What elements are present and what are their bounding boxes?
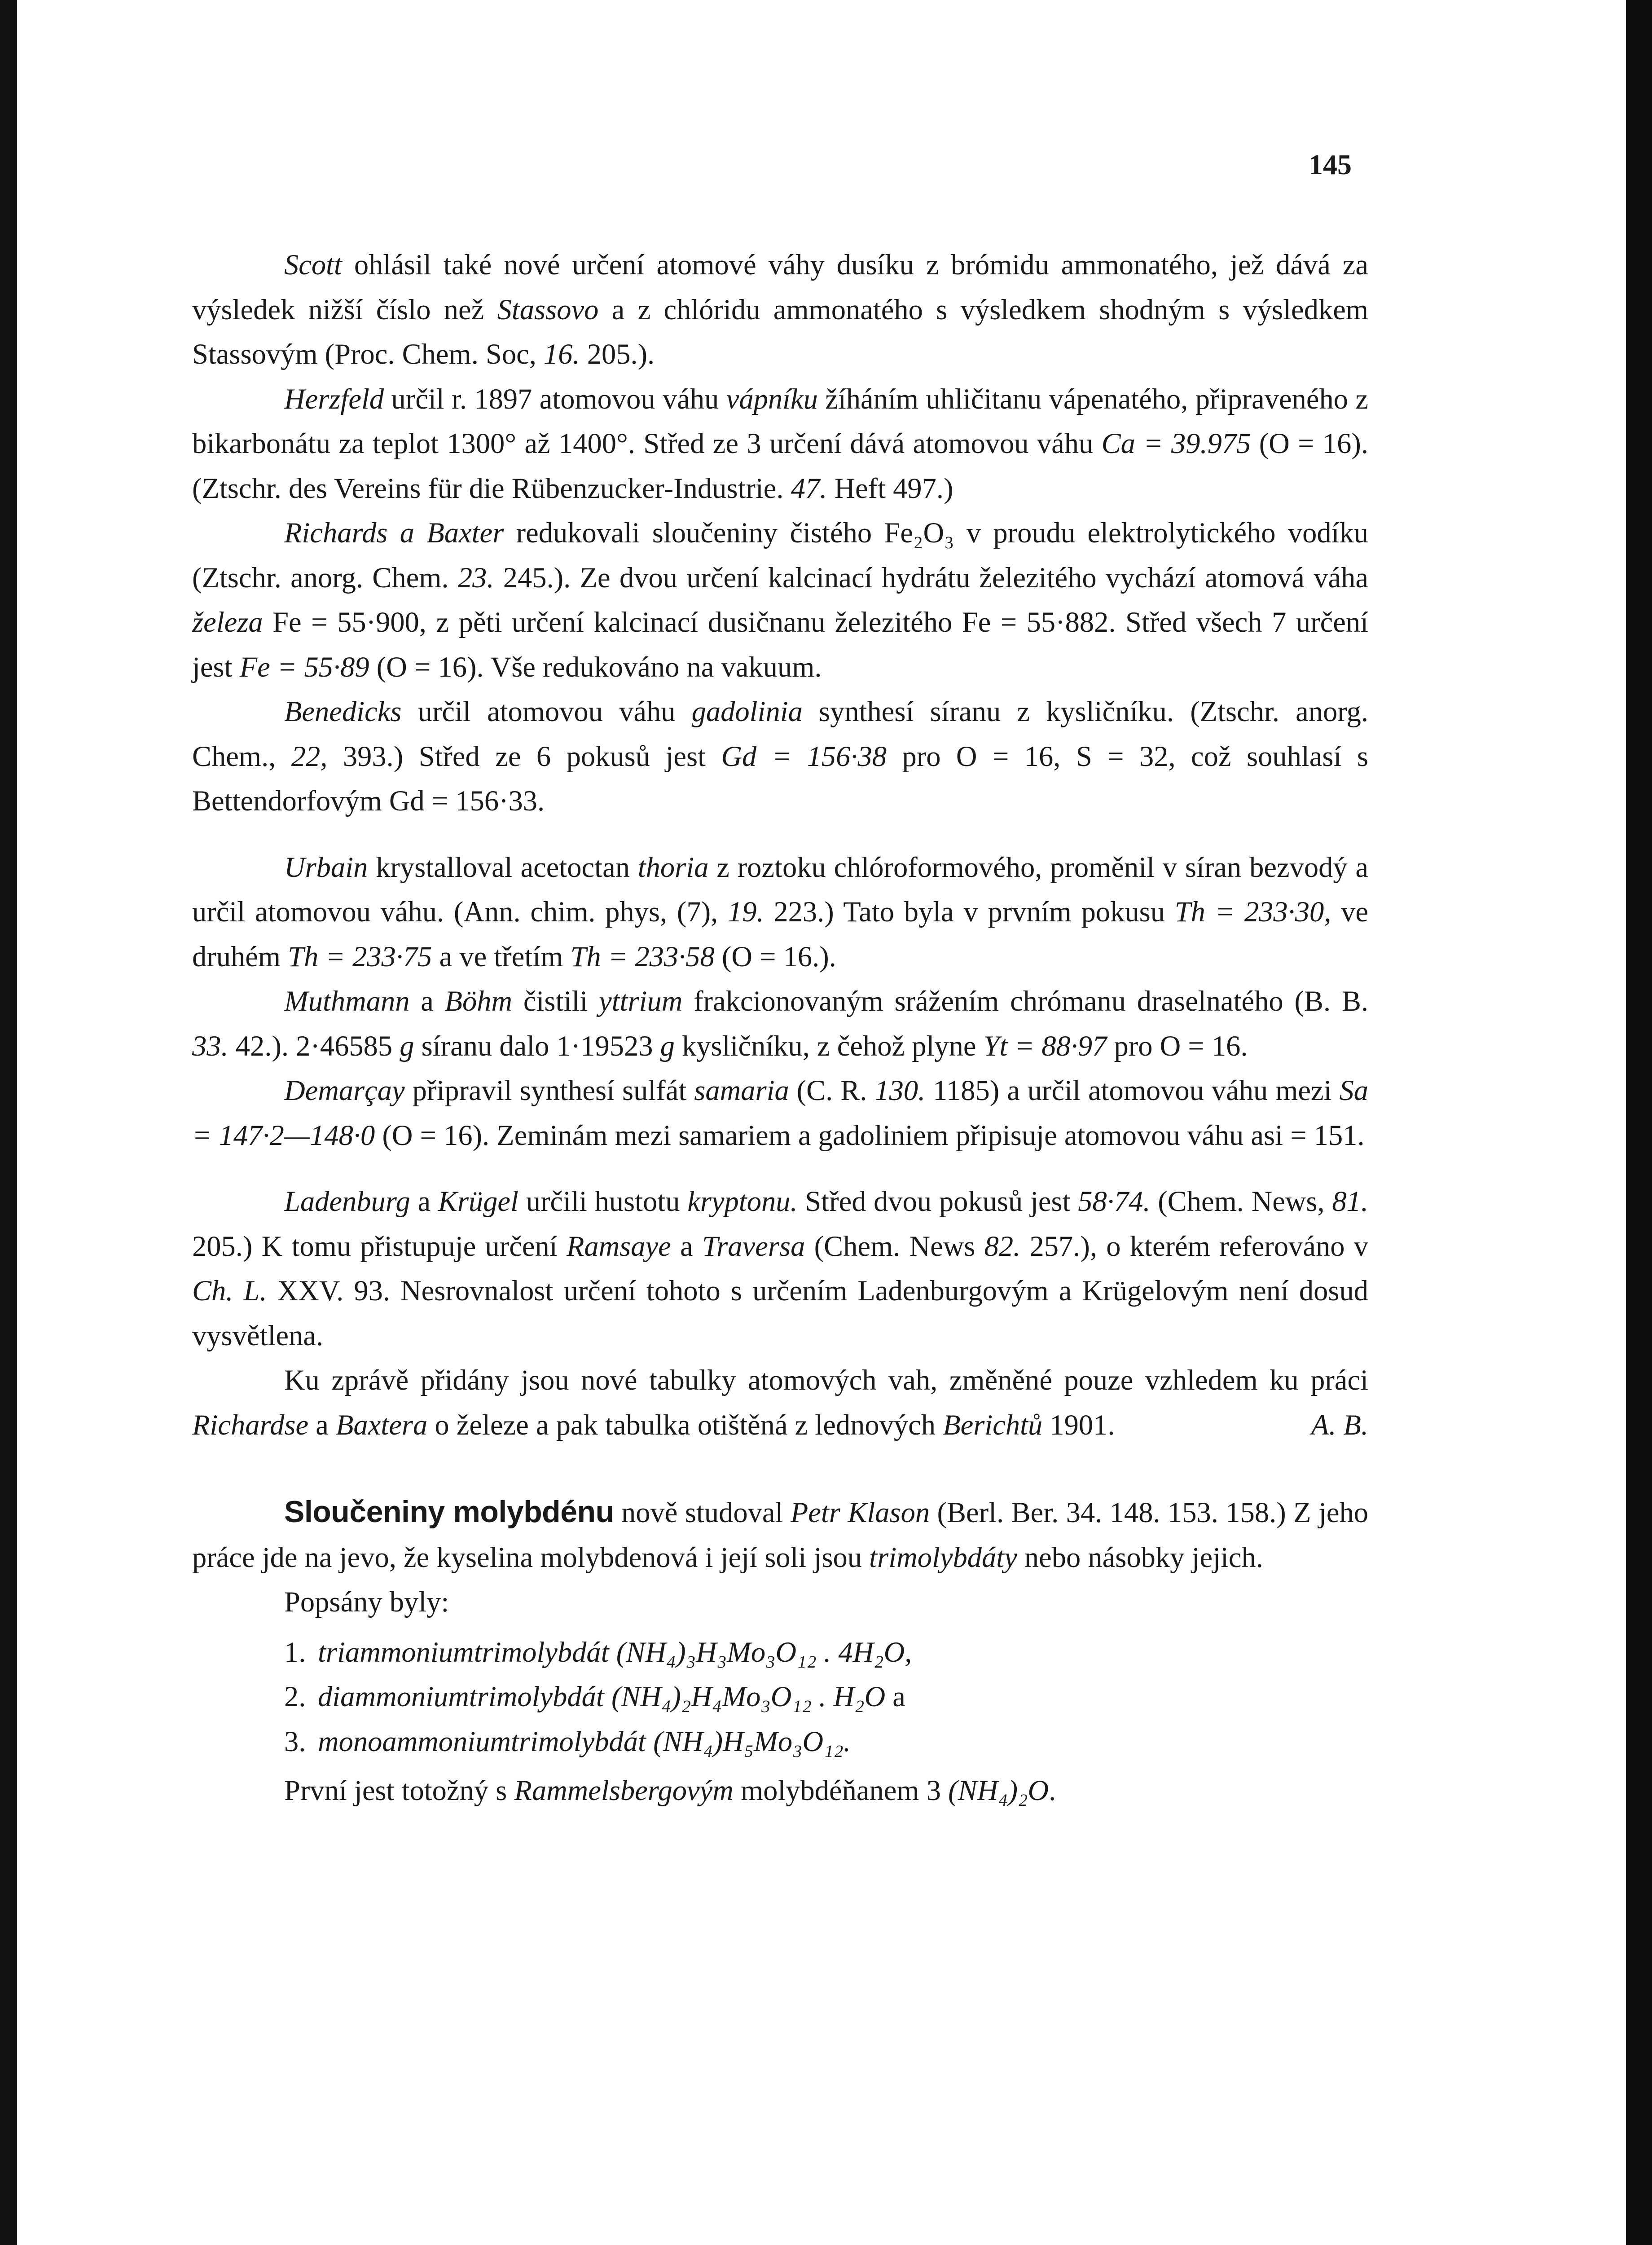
compound-list: [192, 1630, 1368, 1764]
signature: A. B.: [1311, 1409, 1368, 1441]
page-number: 145: [1309, 149, 1352, 180]
page-body: [192, 242, 1368, 1813]
list-item: 2. diammoniumtrimolybdát (NH₄)₂H₄Mo₃O₁₂ . H₂O a: [284, 1681, 905, 1712]
paragraph-richards: Richards a Baxter redukovali sloučeniny čistého Fe₂O₃ v proudu elektrolytického vodíku (Ztschr. anorg. Chem. 23. 245.). Ze dvou určení kalcinací hydrátu železitého vychází atomová váha železa Fe = 55·900, z pěti určení kalcinací dusičnanu železitého Fe = 55·882. Střed všech 7 určení jest Fe = 55·89 (O = 16). Vše redukováno na vakuum.: [192, 517, 1368, 683]
scan-left-edge: [0, 0, 17, 2245]
scan-right-edge: [1626, 0, 1652, 2245]
paragraph-demarcay: Demarçay připravil synthesí sulfát samaria (C. R. 130. 1185) a určil atomovou váhu mezi Sa = 147·2—148·0 (O = 16). Zeminám mezi samariem a gadoliniem připisuje atomovou váhu asi = 151.: [192, 1074, 1368, 1151]
paragraph-molybden: Sloučeniny molybdénu nově studoval Petr Klason (Berl. Ber. 34. 148. 153. 158.) Z jeho práce jde na jevo, že kyselina molybdenová i její soli jsou trimolybdáty nebo násobky jejich.: [192, 1495, 1368, 1573]
paragraph-last: První jest totožný s Rammelsbergovým molybdéňanem 3 (NH₄)₂O.: [284, 1774, 1056, 1806]
paragraph-herzfeld: Herzfeld určil r. 1897 atomovou váhu vápníku žíháním uhličitanu vápenatého, připraveného z bikarbonátu za teplot 1300° až 1400°. Střed ze 3 určení dává atomovou váhu Ca = 39.975 (O = 16). (Ztschr. des Vereins für die Rübenzucker-Industrie. 47. Heft 497.): [192, 383, 1368, 504]
list-item: 1. triammoniumtrimolybdát (NH₄)₃H₃Mo₃O₁₂ . 4H₂O,: [284, 1636, 912, 1668]
paragraph-scott: Scott ohlásil také nové určení atomové váhy dusíku z brómidu ammonatého, jež dává za výsledek nižší číslo než Stassovo a z chlóridu ammonatého s výsledkem shodným s výsledkem Stassovým (Proc. Chem. Soc, 16. 205.).: [192, 249, 1368, 370]
paragraph-ladenburg: Ladenburg a Krügel určili hustotu kryptonu. Střed dvou pokusů jest 58·74. (Chem. News, 81. 205.) K tomu přistupuje určení Ramsaye a Traversa (Chem. News 82. 257.), o kterém referováno v Ch. L. XXV. 93. Nesrovnalost určení tohoto s určením Ladenburgovým a Krügelovým není dosud vysvětlena.: [192, 1185, 1368, 1351]
list-item: 3. monoammoniumtrimolybdát (NH₄)H₅Mo₃O₁₂.: [284, 1725, 851, 1757]
paragraph-urbain: Urbain krystalloval acetoctan thoria z roztoku chlóroformového, proměnil v síran bezvodý a určil atomovou váhu. (Ann. chim. phys, (7), 19. 223.) Tato byla v prvním pokusu Th = 233·30, ve druhém Th = 233·75 a ve třetím Th = 233·58 (O = 16.).: [192, 851, 1369, 973]
section-heading: Sloučeniny molybdénu: [284, 1495, 614, 1529]
paragraph-muthmann: Muthmann a Böhm čistili yttrium frakcionovaným srážením chrómanu draselnatého (B. B. 33. 42.). 2·46585 g síranu dalo 1·19523 g kysličníku, z čehož plyne Yt = 88·97 pro O = 16.: [192, 985, 1368, 1062]
paragraph-note: Ku zprávě přidány jsou nové tabulky atomových vah, změněné pouze vzhledem ku práci Richardse a Baxtera o železe a pak tabulka otištěná z lednových Berichtů 1901. A. B.: [192, 1358, 1368, 1447]
paragraph-benedicks: Benedicks určil atomovou váhu gadolinia synthesí síranu z kysličníku. (Ztschr. anorg. Chem., 22, 393.) Střed ze 6 pokusů jest Gd = 156·38 pro O = 16, S = 32, což souhlasí s Bettendorfovým Gd = 156·33.: [192, 696, 1368, 817]
described-label: Popsány byly:: [284, 1586, 449, 1618]
